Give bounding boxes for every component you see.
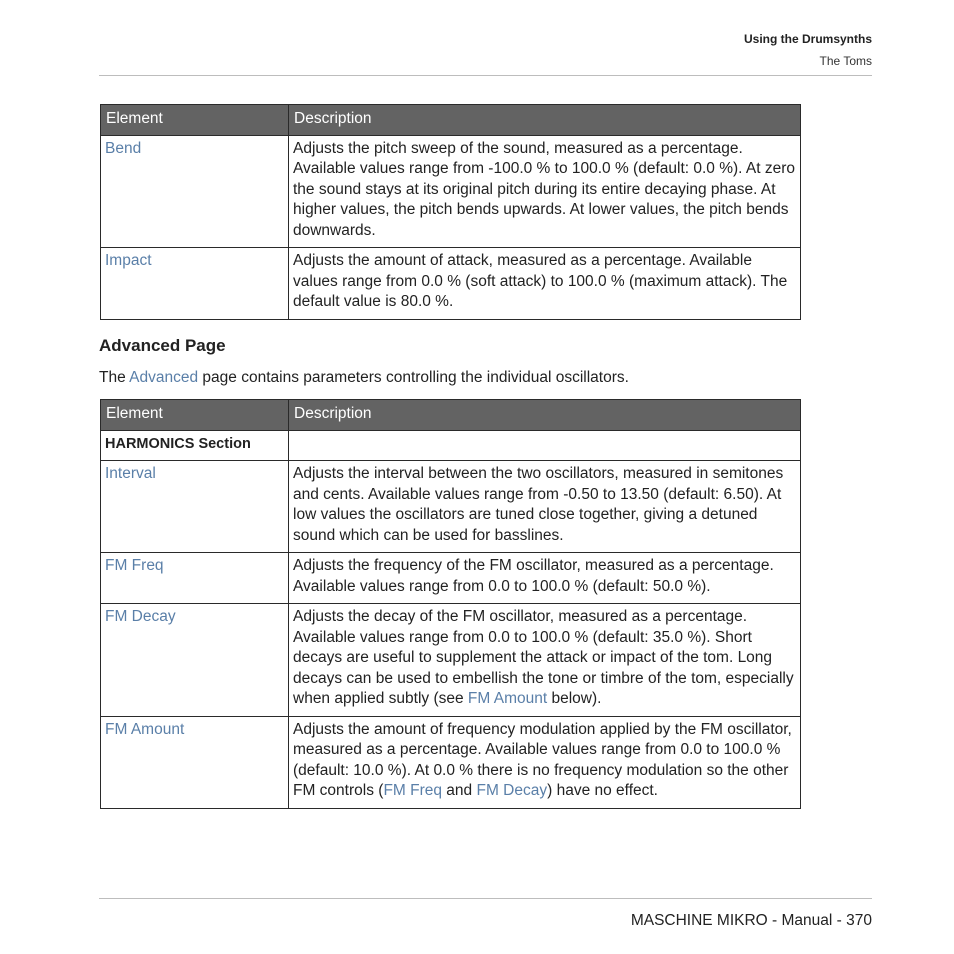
- row-description: Adjusts the frequency of the FM oscillator, measured as a percentage. Available values range from 0.0 to 100.0 % (default: 50.0 %).: [289, 553, 801, 604]
- row-description: Adjusts the pitch sweep of the sound, measured as a percentage. Available values range from -100.0 % to 100.0 % (default: 0.0 %). At zero the sound stays at its original pitch during its entire decaying phase. At higher values, the pitch bends upwards. At lower values, the pitch bends downwards.: [289, 135, 801, 248]
- description-text: and: [442, 782, 477, 799]
- section-empty-cell: [289, 430, 801, 461]
- intro-text: The: [99, 369, 130, 386]
- header-divider: [99, 75, 872, 76]
- parameter-table-advanced: [100, 399, 801, 809]
- chapter-title: Using the Drumsynths: [743, 32, 872, 46]
- table-header-row: [101, 400, 801, 431]
- inline-link-fm-freq[interactable]: FM Freq: [383, 782, 442, 799]
- column-header-description: Description: [289, 400, 801, 431]
- page-footer: MASCHINE MIKRO - Manual - 370: [630, 912, 872, 929]
- row-description: Adjusts the amount of attack, measured as a percentage. Available values range from 0.0 % (soft attack) to 100.0 % (maximum attack). The default value is 80.0 %.: [289, 248, 801, 320]
- row-description: Adjusts the interval between the two oscillators, measured in semitones and cents. Available values range from -0.50 to 13.50 (default: 6.50). At low values the oscillators are tuned close together, giving a detuned sound which can be used for basslines.: [289, 461, 801, 553]
- advanced-page-heading: Advanced Page: [99, 336, 226, 355]
- table-row: [101, 553, 801, 604]
- description-text: Adjusts the amount of frequency modulation applied by the FM oscillator, measured as a percentage. Available values range from 0.0 to 100.0 % (default: 10.0 %). At 0.0 % there is no frequency modulation so the other FM controls (: [293, 720, 792, 799]
- inline-link-fm-amount[interactable]: FM Amount: [467, 690, 548, 707]
- element-link-fm-freq[interactable]: FM Freq: [105, 557, 164, 574]
- description-text: ) have no effect.: [547, 782, 658, 799]
- element-link-fm-decay[interactable]: FM Decay: [105, 608, 176, 625]
- parameter-table-main: [100, 104, 801, 320]
- table-row: [101, 716, 801, 808]
- table-row: [101, 248, 801, 320]
- column-header-description: Description: [289, 105, 801, 136]
- page-header: [744, 31, 872, 69]
- section-row: [101, 430, 801, 461]
- element-link-interval[interactable]: Interval: [105, 465, 156, 482]
- inline-link-fm-decay[interactable]: FM Decay: [476, 782, 548, 799]
- table-row: [101, 461, 801, 553]
- element-link-impact[interactable]: Impact: [105, 252, 152, 269]
- footer-divider: [99, 898, 872, 899]
- table-header-row: [101, 105, 801, 136]
- element-link-fm-amount[interactable]: FM Amount: [105, 720, 185, 738]
- column-header-element: Element: [101, 105, 289, 136]
- description-text: Adjusts the decay of the FM oscillator, measured as a percentage. Available values range from 0.0 to 100.0 % (default: 35.0 %). Short decays are useful to supplement the attack or impact of the tom. Long decays can be used to embellish the tone or timbre of the tom, especially when applied subtly (see: [293, 608, 794, 707]
- section-title: The Toms: [819, 54, 872, 68]
- table-row: [101, 604, 801, 717]
- description-text: below).: [547, 690, 602, 707]
- advanced-intro: [99, 369, 629, 387]
- section-label: HARMONICS Section: [101, 430, 289, 461]
- column-header-element: Element: [101, 400, 289, 431]
- advanced-link[interactable]: Advanced: [129, 369, 199, 386]
- intro-text: page contains parameters controlling the individual oscillators.: [198, 369, 629, 386]
- row-description: [289, 604, 801, 717]
- row-description: [289, 716, 801, 808]
- table-row: [101, 135, 801, 248]
- element-link-bend[interactable]: Bend: [105, 139, 142, 157]
